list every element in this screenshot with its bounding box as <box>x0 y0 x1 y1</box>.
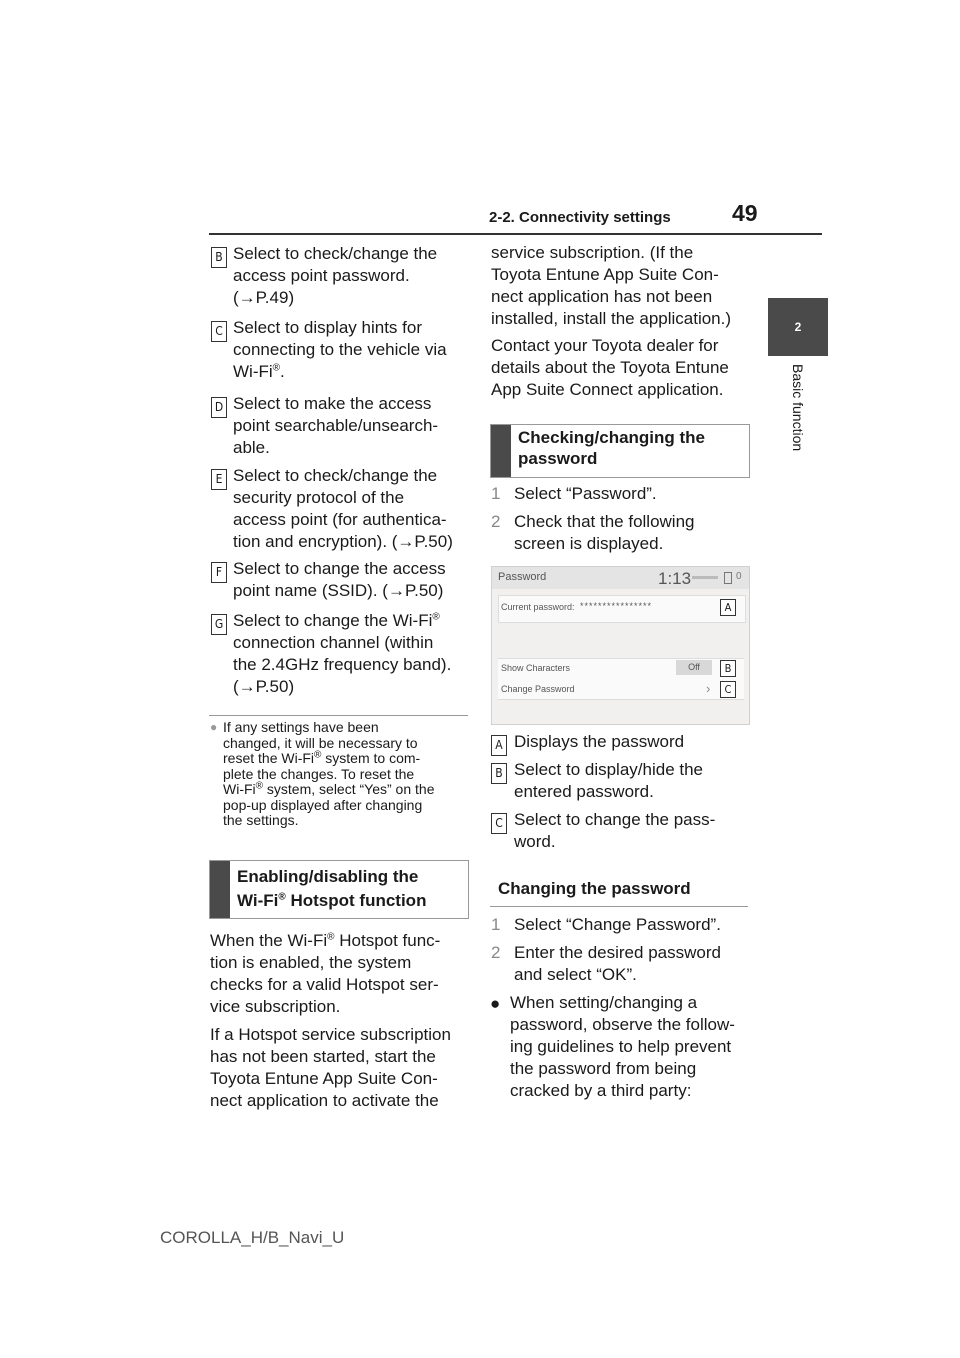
screen-clock: 1:13 <box>658 569 692 588</box>
section-box-hotspot <box>209 860 469 919</box>
note-bullet-icon: ● <box>210 720 218 734</box>
section-title-hotspot <box>237 865 426 913</box>
text-line: the password from being <box>510 1059 697 1078</box>
text-line: connection channel (within <box>233 633 434 652</box>
text-line: pop-up displayed after changing <box>223 796 423 813</box>
current-password-value: **************** <box>580 601 653 611</box>
text-line: ing guidelines to help prevent <box>510 1037 732 1056</box>
legend-text <box>514 759 703 803</box>
text-line: point name (SSID). (→P.50) <box>233 581 444 600</box>
text-line: has not been started, start the <box>210 1047 436 1066</box>
text-line: Enabling/disabling the <box>237 867 419 886</box>
paragraph-hotspot-1 <box>210 930 440 1018</box>
text-line: access point (for authentica- <box>233 510 447 529</box>
text-line: Check that the following <box>514 512 695 531</box>
legend-text <box>514 809 715 853</box>
callout-c: C <box>720 681 736 698</box>
text-line: password <box>518 449 598 468</box>
paragraph-hotspot-2 <box>210 1024 451 1112</box>
item-letter-f: F <box>211 562 227 583</box>
text-line: changed, it will be necessary to <box>223 734 418 751</box>
step-number: 1 <box>491 484 501 503</box>
text-line: details about the Toyota Entune <box>491 358 729 377</box>
text-line: Select to check/change the <box>233 244 438 263</box>
text-line: If a Hotspot service subscription <box>210 1025 451 1044</box>
text-line: Select to display/hide the <box>514 760 704 779</box>
text-line: Select to make the access <box>233 394 432 413</box>
item-text <box>233 393 438 459</box>
signal-icon <box>692 576 718 579</box>
text-line: Checking/changing the <box>518 428 706 447</box>
text-line: able. <box>233 438 270 457</box>
text-line: tion is enabled, the system <box>210 953 412 972</box>
note-divider <box>209 715 468 716</box>
item-letter-g: G <box>211 614 227 635</box>
text-line: Displays the password <box>514 732 685 751</box>
item-text <box>233 317 447 383</box>
text-line: connecting to the vehicle via <box>233 340 447 359</box>
text-line: service subscription. (If the <box>491 243 694 262</box>
step-text <box>514 483 657 505</box>
text-line: access point password. <box>233 266 410 285</box>
step-number: 2 <box>491 943 501 962</box>
item-text <box>233 558 446 602</box>
text-line: Select to display hints for <box>233 318 422 337</box>
current-password-label: Current password: <box>501 602 575 612</box>
text-line: Select to change the pass- <box>514 810 716 829</box>
text-line: word. <box>514 832 556 851</box>
text-line: Select to check/change the <box>233 466 438 485</box>
battery-icon <box>724 572 732 584</box>
password-screen: Password 1:13 0 Current password: **************** Show Characters Off Change Password › A B C <box>491 566 750 725</box>
note-block <box>210 720 472 829</box>
header-divider <box>209 233 822 235</box>
text-line: Select “Change Password”. <box>514 915 721 934</box>
text-line: the 2.4GHz frequency band). <box>233 655 452 674</box>
text-line: Wi-Fi® Hotspot function <box>237 891 427 910</box>
text-line: Contact your Toyota dealer for <box>491 336 719 355</box>
bullet-icon: ● <box>490 994 501 1013</box>
screen-title: Password <box>498 571 547 583</box>
text-line: Toyota Entune App Suite Con- <box>491 265 719 284</box>
text-line: Wi-Fi® system, select “Yes” on the <box>223 780 435 797</box>
text-line: Enter the desired password <box>514 943 721 962</box>
text-line: Select to change the Wi-Fi® <box>233 611 440 630</box>
item-text <box>233 465 453 553</box>
section-box-bar <box>491 425 511 477</box>
item-text <box>233 610 451 698</box>
text-line: checks for a valid Hotspot ser- <box>210 975 439 994</box>
text-line: and select “OK”. <box>514 965 637 984</box>
text-line: cracked by a third party: <box>510 1081 692 1100</box>
text-line: Select to change the access <box>233 559 446 578</box>
legend-text <box>514 731 684 753</box>
text-line: entered password. <box>514 782 654 801</box>
callout-b: B <box>720 660 736 677</box>
item-letter-b: B <box>211 247 227 268</box>
text-line: Select “Password”. <box>514 484 657 503</box>
section-heading: 2-2. Connectivity settings <box>489 209 671 226</box>
step-text <box>514 511 695 555</box>
item-letter-c: C <box>211 321 227 342</box>
callout-a: A <box>720 599 736 616</box>
step-text <box>514 942 721 986</box>
text-line: Toyota Entune App Suite Con- <box>210 1069 438 1088</box>
change-password-label: Change Password <box>501 684 575 694</box>
note-text <box>223 720 472 829</box>
text-line: screen is displayed. <box>514 534 664 553</box>
chevron-right-icon: › <box>706 681 711 696</box>
step-text <box>514 914 721 936</box>
item-letter-d: D <box>211 397 227 418</box>
text-line: When setting/changing a <box>510 993 698 1012</box>
text-line: password, observe the follow- <box>510 1015 735 1034</box>
text-line: tion and encryption). (→P.50) <box>233 532 453 551</box>
section-title-change: Changing the password <box>498 879 691 898</box>
text-line: App Suite Connect application. <box>491 380 724 399</box>
chapter-tab-number: 2 <box>768 298 828 356</box>
legend-letter-a: A <box>491 735 507 756</box>
step-number: 2 <box>491 512 501 531</box>
footer-code: COROLLA_H/B_Navi_U <box>160 1228 345 1247</box>
show-characters-label: Show Characters <box>501 663 571 673</box>
page-number: 49 <box>732 200 758 226</box>
text-line: vice subscription. <box>210 997 341 1016</box>
item-text <box>233 243 437 309</box>
item-letter-e: E <box>211 469 227 490</box>
section-box-change <box>490 872 748 907</box>
chapter-tab <box>768 356 828 506</box>
text-line: (→P.49) <box>233 288 295 307</box>
text-line: (→P.50) <box>233 677 295 696</box>
text-line: nect application to activate the <box>210 1091 439 1110</box>
text-line: reset the Wi-Fi® system to com- <box>223 749 421 766</box>
section-box-password <box>490 424 750 478</box>
text-line: security protocol of the <box>233 488 405 507</box>
paragraph-continued <box>491 242 731 330</box>
section-box-bar <box>210 861 230 918</box>
legend-letter-c: C <box>491 813 507 834</box>
text-line: installed, install the application.) <box>491 309 732 328</box>
text-line: If any settings have been <box>223 719 379 735</box>
text-line: plete the changes. To reset the <box>223 765 415 782</box>
chapter-tab-title: Basic function <box>790 364 806 452</box>
step-number: 1 <box>491 915 501 934</box>
section-title-password <box>518 427 705 469</box>
legend-letter-b: B <box>491 763 507 784</box>
text-line: point searchable/unsearch- <box>233 416 439 435</box>
text-line: When the Wi-Fi® Hotspot func- <box>210 931 441 950</box>
text-line: the settings. <box>223 812 299 828</box>
text-line: Wi-Fi®. <box>233 362 285 381</box>
show-characters-toggle: Off <box>676 660 712 675</box>
text-line: nect application has not been <box>491 287 713 306</box>
paragraph-dealer <box>491 335 729 401</box>
bullet-paragraph <box>510 992 735 1102</box>
